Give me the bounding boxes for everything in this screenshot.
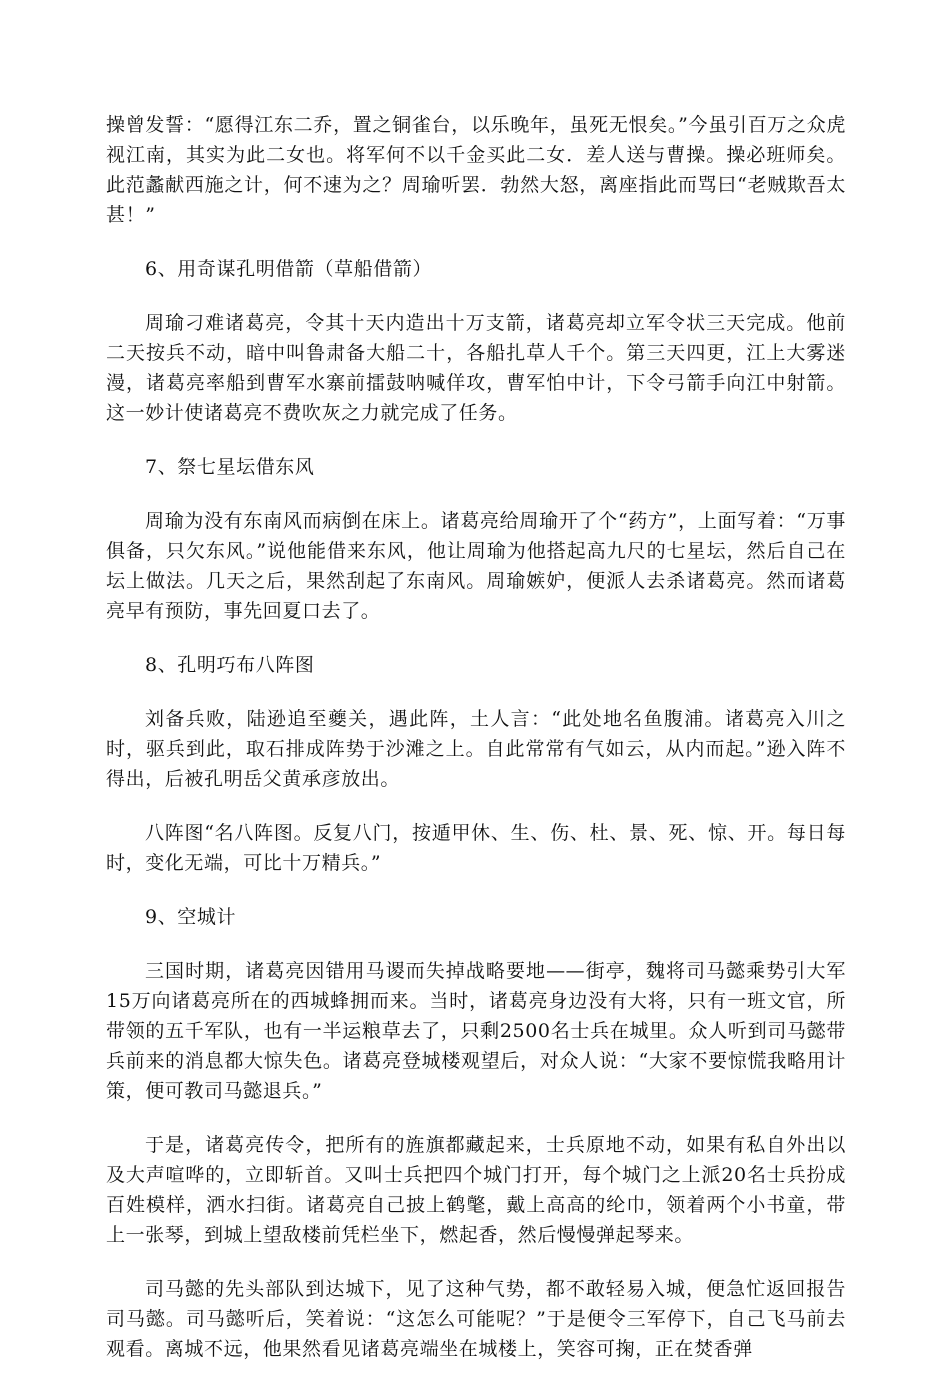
paragraph-empty-fort-1: 三国时期，诸葛亮因错用马谡而失掉战略要地——街亭，魏将司马懿乘势引大军15万向诸葛亮所在的西城蜂拥而来。当时，诸葛亮身边没有大将，只有一班文官，所带领的五千军队，也有一半运粮草去了，只剩2500名士兵在城里。众人听到司马懿带兵前来的消息都大惊失色。诸葛亮登城楼观望后，对众人说：“大家不要惊慌我略用计策，便可教司马懿退兵。” <box>106 960 846 1102</box>
document-page <box>106 110 846 1388</box>
paragraph-empty-fort-2: 于是，诸葛亮传令，把所有的旌旗都藏起来，士兵原地不动，如果有私自外出以及大声喧哗的，立即斩首。又叫士兵把四个城门打开，每个城门之上派20名士兵扮成百姓模样，洒水扫街。诸葛亮自己披上鹤氅，戴上高高的纶巾，领着两个小书童，带上一张琴，到城上望敌楼前凭栏坐下，燃起香，然后慢慢弹起琴来。 <box>106 1134 846 1246</box>
section-heading-8: 8、孔明巧布八阵图 <box>145 654 315 676</box>
section-heading-9: 9、空城计 <box>145 906 237 928</box>
paragraph-straw-boats: 周瑜刁难诸葛亮，令其十天内造出十万支箭，诸葛亮却立军令状三天完成。他前二天按兵不动，暗中叫鲁肃备大船二十，各船扎草人千个。第三天四更，江上大雾迷漫，诸葛亮率船到曹军水寨前擂鼓呐喊佯攻，曹军怕中计，下令弓箭手向江中射箭。这一妙计使诸葛亮不费吹灰之力就完成了任务。 <box>106 312 846 424</box>
paragraph-east-wind: 周瑜为没有东南风而病倒在床上。诸葛亮给周瑜开了个“药方”，上面写着：“万事俱备，只欠东风。”说他能借来东风，他让周瑜为他搭起高九尺的七星坛，然后自己在坛上做法。几天之后，果然刮起了东南风。周瑜嫉妒，便派人去杀诸葛亮。然而诸葛亮早有预防，事先回夏口去了。 <box>106 510 846 622</box>
paragraph-eight-formation-desc: 八阵图“名八阵图。反复八门，按遁甲休、生、伤、杜、景、死、惊、开。每日每时，变化无端，可比十万精兵。” <box>106 822 846 874</box>
paragraph-eight-formation: 刘备兵败，陆逊追至夔关，遇此阵，土人言：“此处地名鱼腹浦。诸葛亮入川之时，驱兵到此，取石排成阵势于沙滩之上。自此常常有气如云，从内而起。”逊入阵不得出，后被孔明岳父黄承彦放出。 <box>106 708 846 790</box>
section-heading-7: 7、祭七星坛借东风 <box>145 456 315 478</box>
paragraph-intro: 操曾发誓：“愿得江东二乔，置之铜雀台，以乐晚年，虽死无恨矣。”今虽引百万之众虎视江南，其实为此二女也。将军何不以千金买此二女．差人送与曹操。操必班师矣。此范蠡献西施之计，何不速为之？周瑜听罢．勃然大怒，离座指此而骂曰“老贼欺吾太甚！” <box>106 114 846 226</box>
paragraph-empty-fort-3: 司马懿的先头部队到达城下，见了这种气势，都不敢轻易入城，便急忙返回报告司马懿。司马懿听后，笑着说：“这怎么可能呢？”于是便令三军停下，自己飞马前去观看。离城不远，他果然看见诸葛亮端坐在城楼上，笑容可掬，正在焚香弹 <box>106 1278 846 1360</box>
section-heading-6: 6、用奇谋孔明借箭（草船借箭） <box>145 258 433 280</box>
